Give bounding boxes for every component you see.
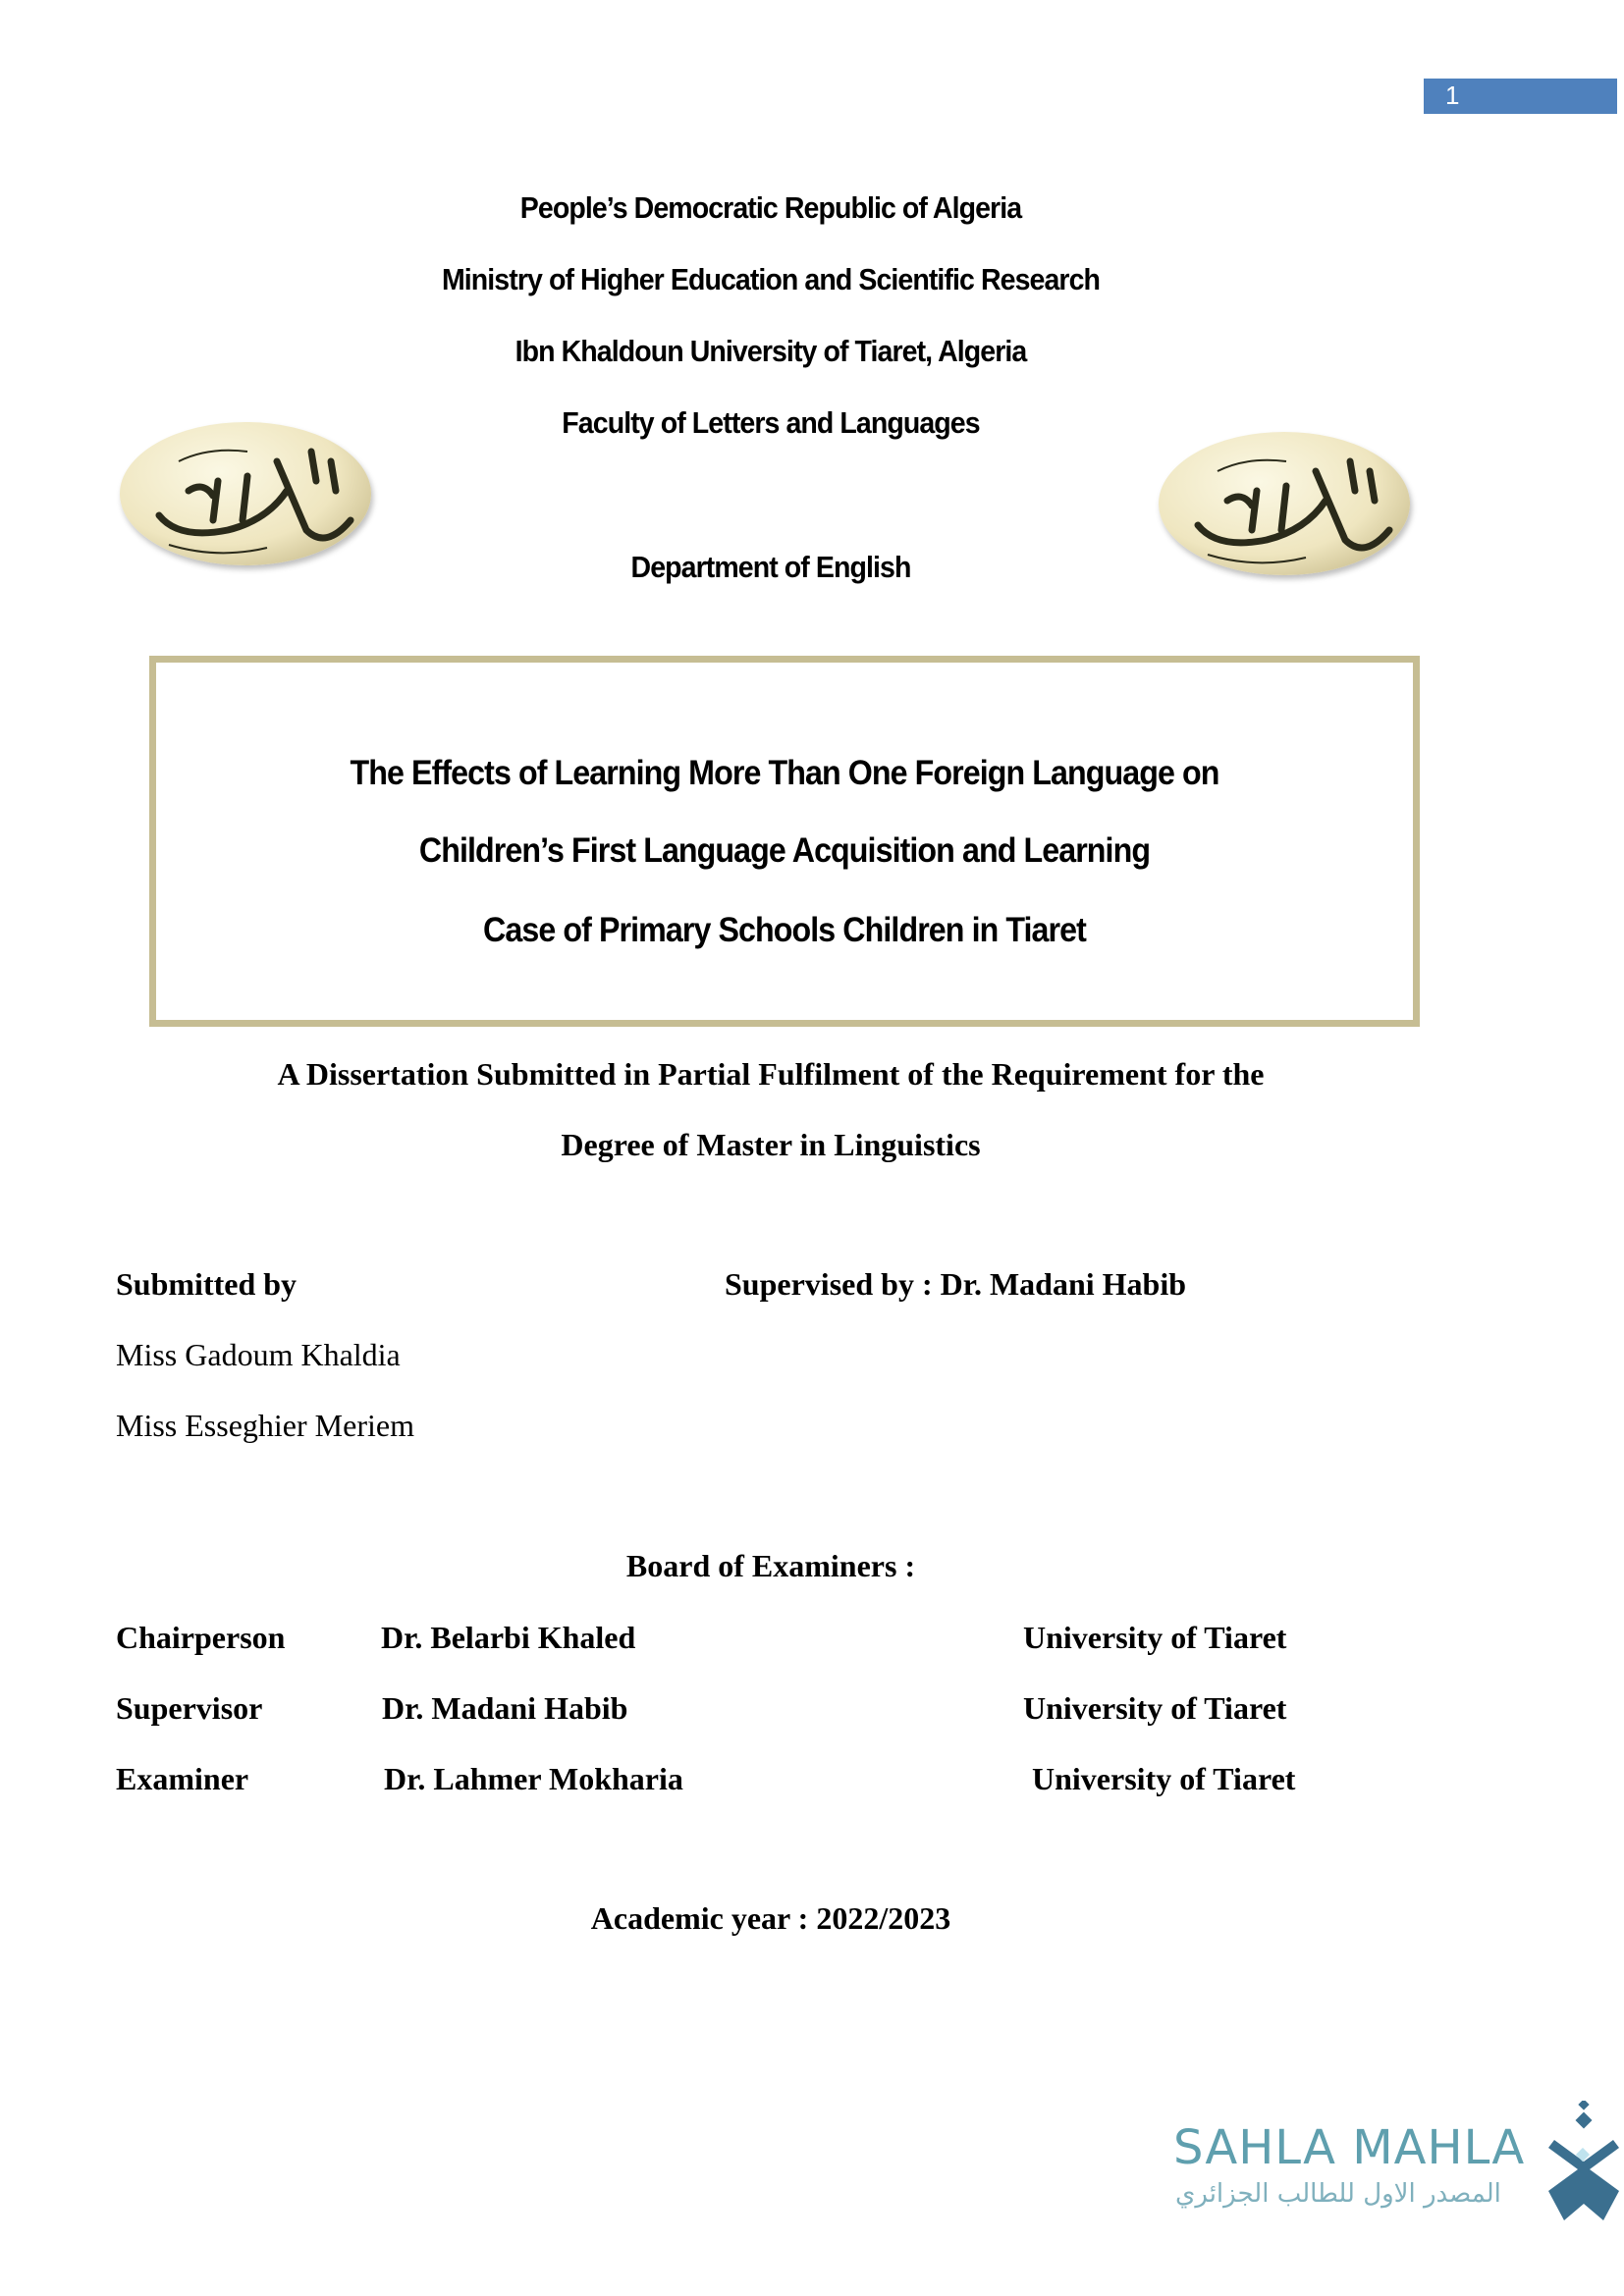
calligraphy-icon [120,422,371,565]
watermark-brand: SAHLA MAHLA [1173,2120,1526,2175]
submitted-by-label: Submitted by [116,1266,298,1302]
student-name-2: Miss Esseghier Meriem [116,1408,414,1443]
board-institution-supervisor: University of Tiaret [1023,1690,1287,1726]
title-line-3: Case of Primary Schools Children in Tiaret [483,911,1086,949]
header-university: Ibn Khaldoun University of Tiaret, Algeria [514,334,1027,368]
board-role-examiner: Examiner [116,1761,249,1796]
supervised-by: Supervised by : Dr. Madani Habib [725,1266,1187,1302]
title-line-1: The Effects of Learning More Than One Foreign Language on [350,754,1219,792]
sahla-mahla-emblem-icon [1544,2101,1623,2223]
department: Department of English [630,550,911,584]
header-ministry: Ministry of Higher Education and Scientific Research [441,262,1101,296]
header-country: People’s Democratic Republic of Algeria [519,190,1022,225]
university-seal-left-icon [120,422,371,565]
page-number: 1 [1445,80,1460,110]
board-institution-chairperson: University of Tiaret [1023,1620,1287,1655]
board-institution-examiner: University of Tiaret [1032,1761,1296,1796]
title-box [149,656,1420,1027]
board-role-supervisor: Supervisor [116,1690,263,1726]
dissertation-statement-line-1: A Dissertation Submitted in Partial Fulfilment of the Requirement for the [277,1056,1265,1092]
watermark-tagline: المصدر الاول للطالب الجزائري [1175,2179,1501,2209]
sahla-mahla-watermark [1173,2101,1624,2228]
board-name-supervisor: Dr. Madani Habib [382,1690,628,1726]
academic-year: Academic year : 2022/2023 [590,1900,951,1936]
header-faculty: Faculty of Letters and Languages [562,405,980,440]
board-name-examiner: Dr. Lahmer Mokharia [384,1761,683,1796]
student-name-1: Miss Gadoum Khaldia [116,1337,401,1372]
board-name-chairperson: Dr. Belarbi Khaled [381,1620,636,1655]
board-heading: Board of Examiners : [625,1548,916,1583]
page-number-badge [1424,79,1617,114]
dissertation-statement-line-2: Degree of Master in Linguistics [561,1127,981,1162]
board-role-chairperson: Chairperson [116,1620,286,1655]
title-line-2: Children’s First Language Acquisition and Learning [418,831,1151,870]
